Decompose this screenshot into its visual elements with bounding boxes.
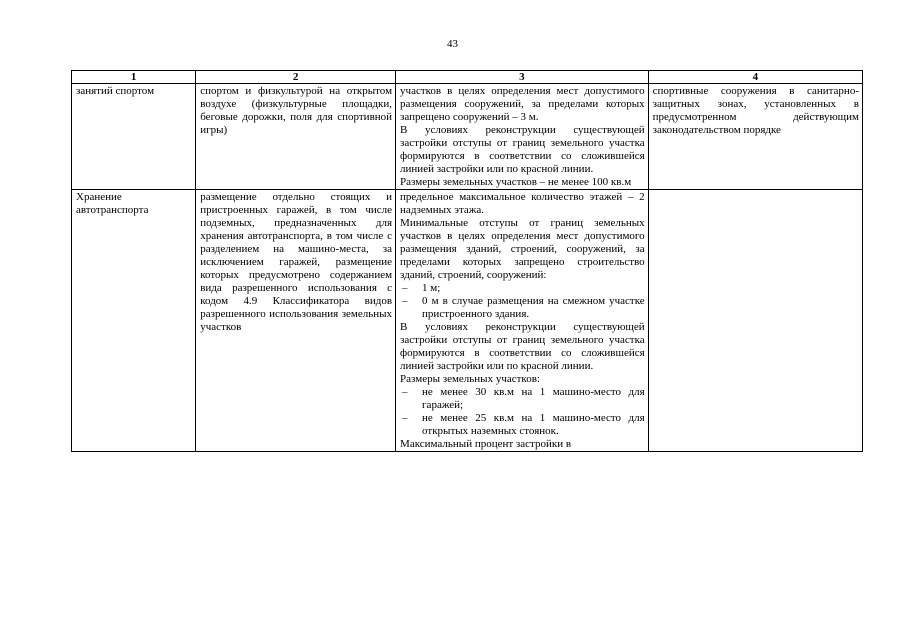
dash-item-text: 1 м; <box>422 282 441 294</box>
dash-item-text: 0 м в случае размещения на смежном участке пристроенного здания. <box>422 295 645 320</box>
regulations-table <box>71 70 863 452</box>
dash-list-item <box>400 295 645 321</box>
description-text: спортом и физкультурой на открытом воздухе (физкультурные площадки, беговые дорожки, поля для спортивной игры) <box>200 85 393 136</box>
header-cell-3: 3 <box>396 71 649 84</box>
description-cell <box>196 190 396 452</box>
dash-marker: – <box>402 295 408 307</box>
header-cell-4: 4 <box>648 71 862 84</box>
restrictions-text: спортивные сооружения в санитарно-защитных зонах, установленных в предусмотренном действующим законодательством порядке <box>652 85 859 136</box>
parameters-text: Размеры земельных участков: <box>400 373 540 385</box>
use-type-text: Хранение автотранспорта <box>76 191 149 216</box>
parameters-text: предельное максимальное количество этажей – 2 надземных этажа. <box>400 191 645 216</box>
use-type-cell <box>72 190 196 452</box>
description-text: размещение отдельно стоящих и пристроенных гаражей, в том числе подземных, предназначенных для хранения автотранспорта, в том числе с разделением на машино-места, за исключением гаражей, размещение которых предусмотрено содержанием вида разрешенного использования с кодом 4.9 Классификатора видов разрешенного использования земельных участков <box>200 191 393 333</box>
dash-marker: – <box>402 282 408 294</box>
parameters-text: участков в целях определения мест допустимого размещения сооружений, за пределами которых запрещено сооружений – 3 м. <box>400 85 645 123</box>
dash-list-item <box>400 386 645 412</box>
parameters-text: В условиях реконструкции существующей застройки отступы от границ земельного участка формируются в соответствии со сложившейся линией застройки или по красной линии. <box>400 321 645 372</box>
dash-marker: – <box>402 386 408 398</box>
header-cell-1: 1 <box>72 71 196 84</box>
description-cell <box>196 84 396 190</box>
page-number: 43 <box>447 38 458 50</box>
restrictions-cell <box>648 190 862 452</box>
use-type-text: занятий спортом <box>76 85 155 97</box>
dash-list-item <box>400 412 645 438</box>
table-row <box>72 84 863 190</box>
use-type-cell <box>72 84 196 190</box>
parameters-text: В условиях реконструкции существующей застройки отступы от границ земельного участка формируются в соответствии со сложившейся линией застройки или по красной линии. <box>400 124 645 175</box>
header-row <box>72 71 863 84</box>
restrictions-cell <box>648 84 862 190</box>
dash-list-item <box>400 282 645 295</box>
header-cell-2: 2 <box>196 71 396 84</box>
table-row <box>72 190 863 452</box>
dash-marker: – <box>402 412 408 424</box>
parameters-cell <box>396 84 649 190</box>
parameters-text: Максимальный процент застройки в <box>400 438 572 450</box>
parameters-cell <box>396 190 649 452</box>
parameters-text: Минимальные отступы от границ земельных участков в целях определения мест допустимого размещения зданий, строений, сооружений, за пределами которых запрещено строительство зданий, строений, сооружений: <box>400 217 645 281</box>
dash-item-text: не менее 25 кв.м на 1 машино-место для открытых наземных стоянок. <box>422 412 645 437</box>
dash-item-text: не менее 30 кв.м на 1 машино-место для гаражей; <box>422 386 645 411</box>
parameters-text: Размеры земельных участков – не менее 100 кв.м <box>400 176 632 188</box>
